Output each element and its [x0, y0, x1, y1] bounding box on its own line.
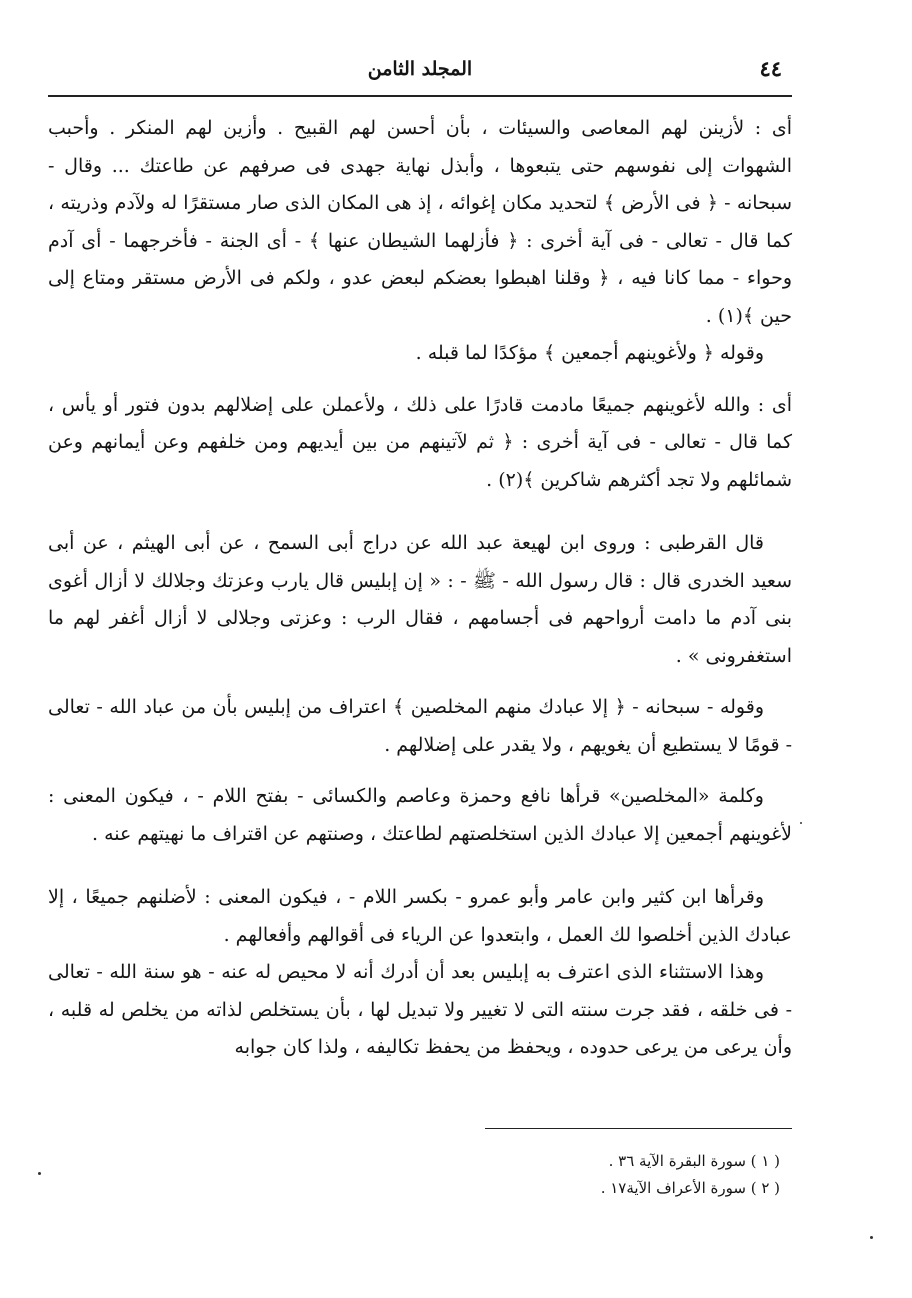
footnote: ( ١ ) سورة البقرة الآية ٣٦ . — [608, 1152, 780, 1170]
footnote-divider — [485, 1128, 792, 1129]
paragraph: وكلمة «المخلصين» قرأها نافع وحمزة وعاصم والكسائى - بفتح اللام - ، فيكون المعنى : لأغوينهم أجمعين إلا عبادك الذين استخلصتهم لطاعتك ، وصنتهم عن اقتراف ما نهيتهم عنه . — [48, 785, 792, 845]
paragraph: وقرأها ابن كثير وابن عامر وأبو عمرو - بكسر اللام - ، فيكون المعنى : لأضلنهم جميعًا ، إلا عبادك الذين أخلصوا لك العمل ، وابتعدوا عن الرياء فى أقوالهم وأفعالهم . — [48, 886, 792, 946]
paragraph: أى : لأزينن لهم المعاصى والسيئات ، بأن أحسن لهم القبيح . وأزين لهم المنكر . وأحبب الشهوات إلى نفوسهم حتى يتبعوها ، وأبذل نهاية جهدى فى صرفهم عن طاعتك ... وقال - سبحانه - ﴿ فى الأرض ﴾ لتحديد مكان إغوائه ، إذ هى المكان الذى صار مستقرًا له ولآدم وذريته ، كما قال - تعالى - فى آية أخرى : ﴿ فأزلهما الشيطان عنها ﴾ - أى الجنة - فأخرجهما - أى آدم وحواء - مما كانا فيه ، ﴿ وقلنا اهبطوا بعضكم لبعض عدو ، ولكم فى الأرض مستقر ومتاع إلى حين ﴾(١) . — [48, 117, 792, 327]
scan-speck — [800, 822, 802, 824]
body-text — [48, 110, 792, 1067]
header-divider — [48, 95, 792, 97]
volume-title: المجلد الثامن — [367, 58, 473, 80]
scan-speck — [38, 1172, 41, 1175]
footnotes — [48, 1148, 792, 1202]
page-header — [48, 50, 792, 90]
paragraph: قال القرطبى : وروى ابن لهيعة عبد الله عن دراج أبى السمح ، عن أبى الهيثم ، عن أبى سعيد الخدرى قال : قال رسول الله - ﷺ - : « إن إبليس قال يارب وعزتك وجلالك لا أزال أغوى بنى آدم ما دامت أرواحهم فى أجسامهم ، فقال الرب : وعزتى وجلالى لا أزال أغفر لهم ما استغفرونى » . — [48, 532, 792, 667]
footnote: ( ٢ ) سورة الأعراف الآية١٧ . — [600, 1179, 780, 1197]
scan-speck — [870, 1236, 873, 1239]
paragraph: أى : والله لأغوينهم جميعًا مادمت قادرًا على ذلك ، ولأعملن على إضلالهم بدون فتور أو يأس ، كما قال - تعالى - فى آية أخرى : ﴿ ثم لآتينهم من بين أيديهم ومن خلفهم وعن أيمانهم وعن شمائلهم ولا تجد أكثرهم شاكرين ﴾(٢) . — [48, 393, 792, 491]
paragraph: وقوله - سبحانه - ﴿ إلا عبادك منهم المخلصين ﴾ اعتراف من إبليس بأن من عباد الله - تعالى - قومًا لا يستطيع أن يغويهم ، ولا يقدر على إضلالهم . — [48, 696, 792, 756]
paragraph: وقوله ﴿ ولأغوينهم أجمعين ﴾ مؤكدًا لما قبله . — [415, 342, 764, 364]
page-number: ٤٤ — [759, 56, 782, 81]
paragraph: وهذا الاستثناء الذى اعترف به إبليس بعد أن أدرك أنه لا محيص له عنه - هو سنة الله - تعالى - فى خلقه ، فقد جرت سنته التى لا تغيير ولا تبديل لها ، بأن يستخلص لذاته من يخلص له قلبه ، وأن يرعى من يرعى حدوده ، ويحفظ من يحفظ تكاليفه ، ولذا كان جوابه — [48, 961, 792, 1058]
